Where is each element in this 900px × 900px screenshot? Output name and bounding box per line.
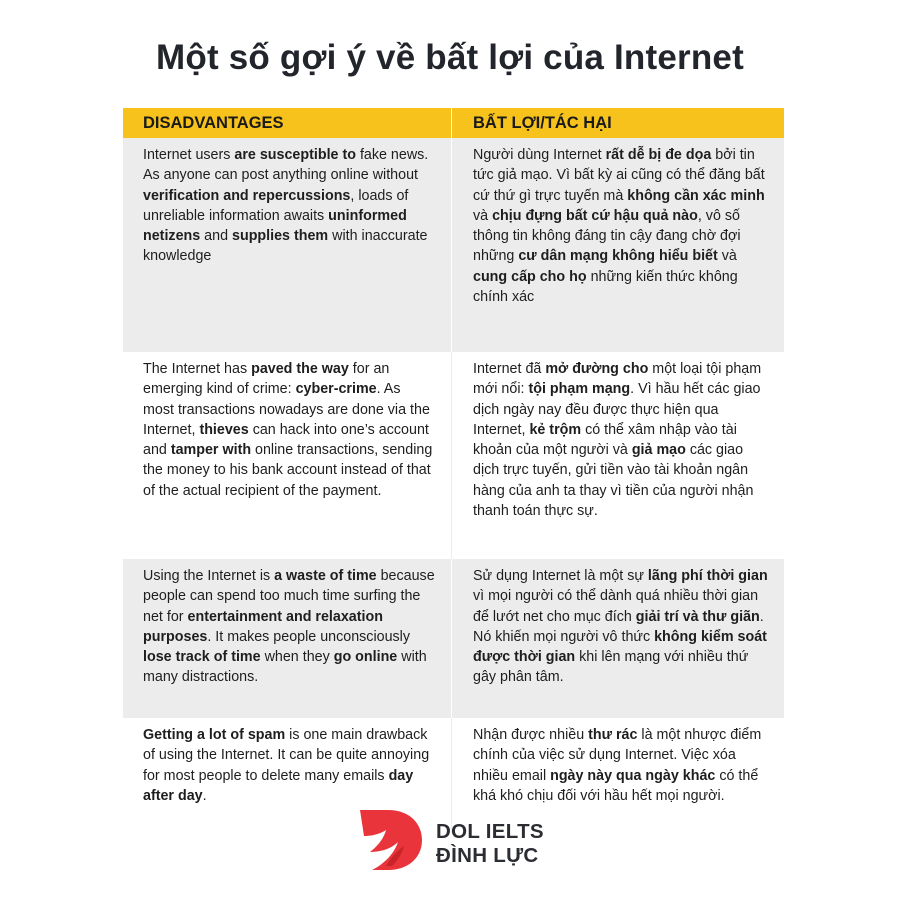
bold-phrase: thieves	[199, 421, 249, 438]
bold-phrase: giải trí và thư giãn	[635, 608, 760, 625]
bold-phrase: mở đường cho	[545, 361, 649, 377]
brand-line-1: DOL IELTS	[436, 820, 544, 843]
text-segment: . It makes people unconsciously	[207, 628, 411, 645]
table-row	[123, 559, 784, 718]
text-segment: các giao dịch trực tuyến, gửi tiền vào tài khoản ngân hàng của anh ta thay vì tiền của người nhận thanh toán thực sự.	[473, 442, 754, 520]
brand-line-2: ĐÌNH LỰC	[436, 844, 539, 867]
text-segment: with inaccurate knowledge	[143, 228, 428, 265]
text-segment: and	[200, 228, 233, 245]
text-segment: fake news. As anyone can post anything online without	[143, 147, 429, 184]
table-row	[123, 352, 784, 559]
text-segment: is one main drawback of using the Internet. It can be quite annoying for most people to delete many emails	[143, 727, 430, 784]
bold-phrase: entertainment and relaxation purposes	[143, 608, 383, 645]
text-segment: Internet đã	[473, 361, 546, 377]
text-segment: when they	[260, 649, 334, 666]
text-segment: và	[717, 248, 737, 265]
bold-phrase: tamper with	[170, 442, 252, 459]
dol-logo-icon	[358, 806, 424, 874]
text-segment: . Vì hầu hết các giao dịch ngày nay đều được thực hiện qua Internet,	[473, 381, 761, 438]
text-segment: because people can spend too much time surfing the net for	[143, 568, 435, 625]
bold-phrase: lãng phí thời gian	[647, 568, 768, 584]
text-segment: khi lên mạng với nhiều thứ gây phân tâm.	[473, 649, 749, 686]
row-3-vietnamese	[452, 559, 784, 718]
bold-phrase: kẻ trộm	[529, 421, 582, 438]
text-segment: online transactions, sending the money to his bank account instead of that of the actual recipient of the payment.	[143, 442, 433, 499]
row-1-english	[123, 138, 452, 352]
bold-phrase: a waste of time	[274, 568, 377, 584]
page-title: Một số gợi ý về bất lợi của Internet	[156, 38, 744, 77]
text-segment: for an emerging kind of crime:	[143, 361, 390, 398]
header-bat-loi: BẤT LỢI/TÁC HẠI	[473, 114, 612, 132]
text-segment: Sử dụng Internet là một sự	[473, 568, 648, 584]
text-segment: có thể xâm nhập vào tài khoản của một người và	[473, 421, 737, 459]
table-header	[123, 108, 784, 138]
table-row	[123, 138, 784, 352]
bold-phrase: are susceptible to	[234, 147, 356, 163]
bold-phrase: lose track of time	[143, 649, 261, 666]
bold-phrase: verification and repercussions	[143, 187, 351, 204]
text-segment: . Nó khiến mọi người vô thức	[473, 608, 764, 645]
text-segment: .	[202, 787, 207, 804]
bold-phrase: Getting a lot of spam	[143, 727, 286, 743]
text-segment: Internet users	[143, 147, 235, 163]
bold-phrase: supplies them	[232, 228, 329, 245]
text-segment: và	[473, 207, 493, 224]
bold-phrase: rất dễ bị đe dọa	[605, 147, 712, 163]
text-segment: có thể khá khó chịu đối với hầu hết mọi người.	[473, 767, 759, 804]
text-segment: The Internet has	[143, 361, 252, 377]
row-3-english	[123, 559, 452, 718]
bold-phrase: cyber-crime	[295, 381, 377, 398]
bold-phrase: chịu đựng bất cứ hậu quả nào	[492, 207, 698, 224]
bold-phrase: không cần xác minh	[627, 187, 765, 204]
row-2-english	[123, 352, 452, 559]
dol-ielts-logo	[358, 806, 558, 876]
text-segment: , loads of unreliable information awaits	[143, 187, 409, 224]
bold-phrase: cư dân mạng không hiểu biết	[518, 248, 718, 265]
bold-phrase: thư rác	[588, 727, 638, 743]
text-segment: vì mọi người có thể dành quá nhiều thời gian để lướt net cho mục đích	[473, 588, 759, 625]
text-segment: là một nhược điểm chính của việc sử dụng Internet. Việc xóa nhiều email	[473, 727, 762, 784]
text-segment: with many distractions.	[143, 649, 427, 686]
text-segment: Nhận được nhiều	[473, 727, 589, 743]
text-segment: bởi tin tức giả mạo. Vì bất kỳ ai cũng có thể đăng bất cứ thứ gì trực tuyến mà	[473, 147, 765, 204]
bold-phrase: uninformed netizens	[143, 207, 407, 245]
text-segment: . As most transactions nowadays are done via the Internet,	[143, 381, 430, 438]
bold-phrase: cung cấp cho họ	[473, 268, 587, 285]
text-segment: can hack into one’s account and	[143, 421, 429, 459]
bold-phrase: không kiểm soát được thời gian	[473, 628, 767, 666]
bold-phrase: paved the way	[251, 361, 349, 377]
text-segment: những kiến thức không chính xác	[473, 268, 738, 306]
text-segment: , vô số thông tin không đáng tin cậy đang chờ đợi những	[473, 207, 741, 265]
bold-phrase: tội phạm mạng	[528, 381, 631, 398]
bold-phrase: day after day	[143, 767, 414, 804]
text-segment: Người dùng Internet	[473, 147, 606, 163]
text-segment: Using the Internet is	[143, 568, 275, 584]
header-disadvantages: DISADVANTAGES	[123, 108, 452, 138]
comparison-table	[123, 108, 784, 833]
bold-phrase: giả mạo	[631, 442, 686, 459]
bold-phrase: go online	[333, 649, 398, 666]
row-1-vietnamese	[452, 138, 784, 352]
row-2-vietnamese	[452, 352, 784, 559]
text-segment: một loại tội phạm mới nổi:	[473, 361, 762, 398]
bold-phrase: ngày này qua ngày khác	[550, 767, 716, 784]
